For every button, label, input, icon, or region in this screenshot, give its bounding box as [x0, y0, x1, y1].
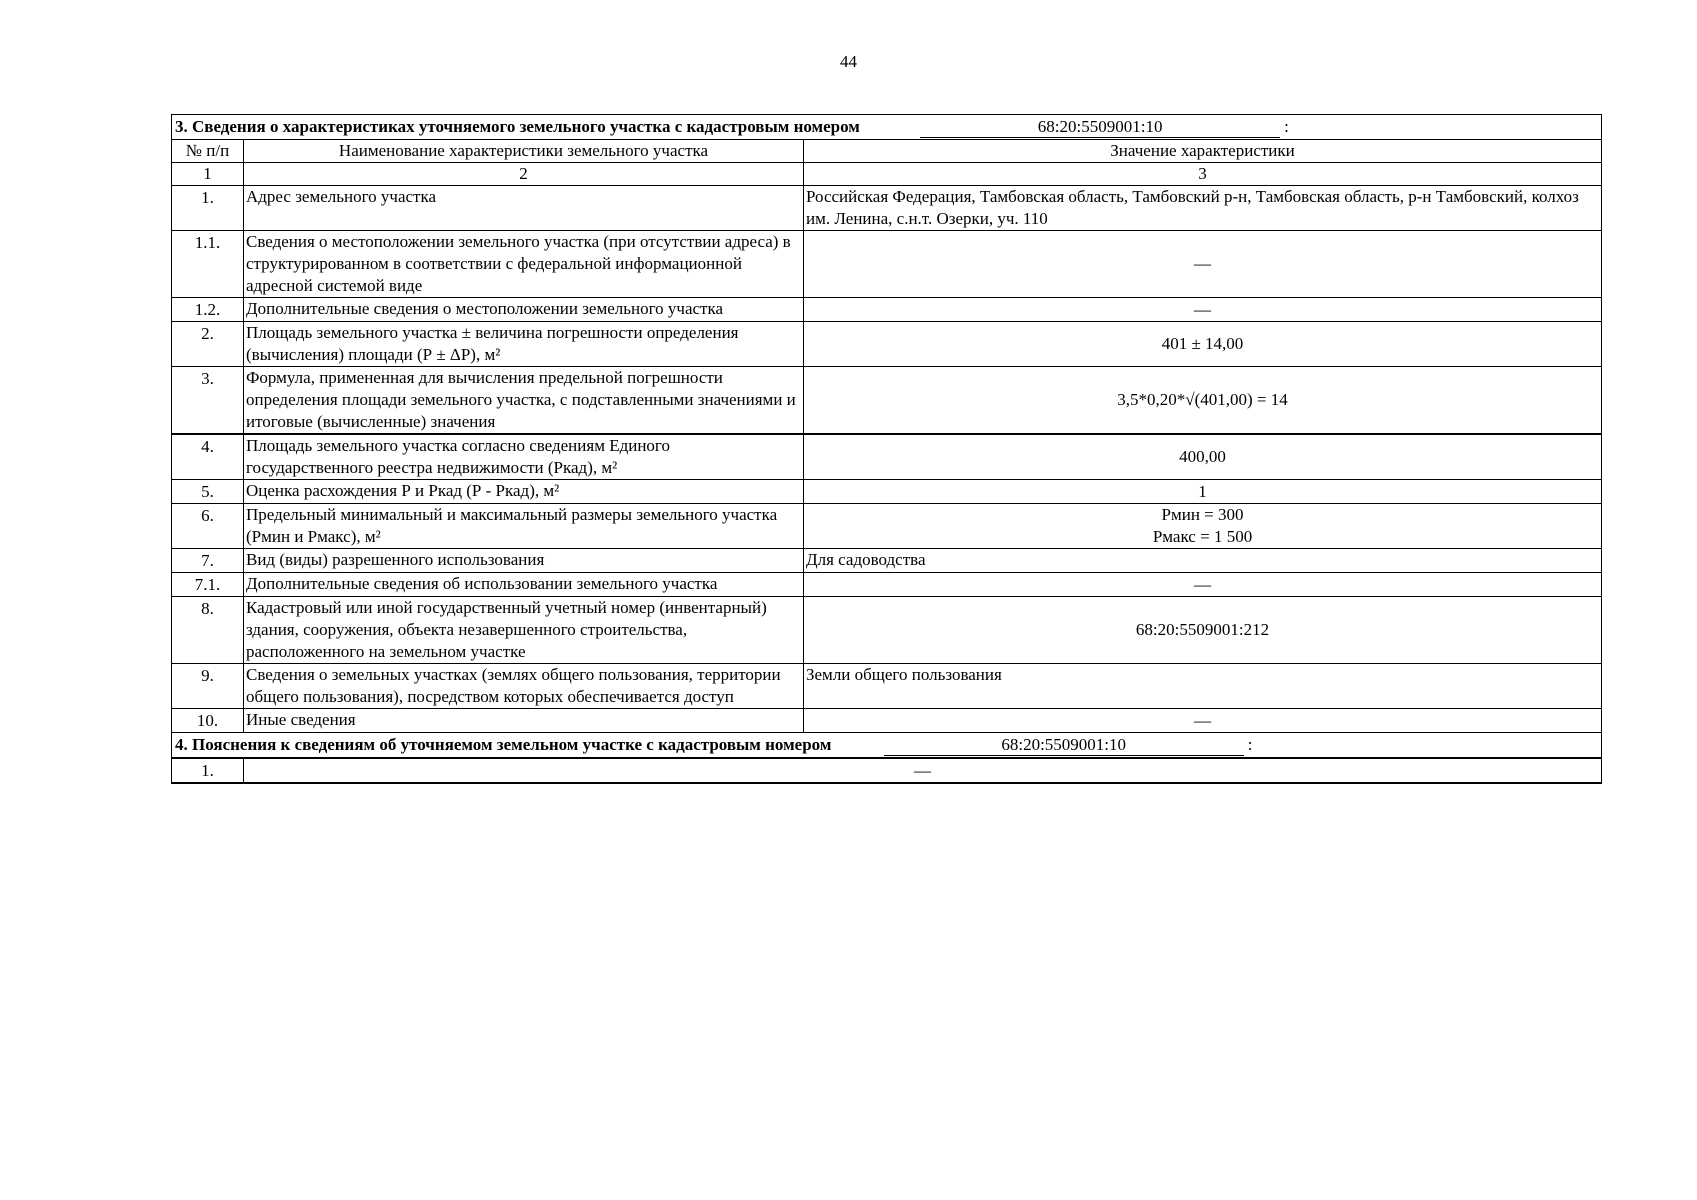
row-value: Российская Федерация, Тамбовская область, Тамбовский р-н, Тамбовская область, р-н Тамбовский, колхоз им. Ленина, с.н.т. Озерки, уч. 110: [804, 186, 1602, 231]
row-name: Оценка расхождения Р и Ркад (Р - Ркад), м²: [244, 480, 804, 504]
section3-colon: :: [1284, 117, 1289, 136]
table-row: [172, 231, 1602, 298]
cadastral-table: [171, 114, 1602, 784]
header-number-3: 3: [804, 163, 1602, 186]
row-number: 1.: [172, 186, 244, 231]
row-number: 7.1.: [172, 573, 244, 597]
row-name: Дополнительные сведения об использовании земельного участка: [244, 573, 804, 597]
table-row: [172, 709, 1602, 733]
table-row: [172, 549, 1602, 573]
row-name: Иные сведения: [244, 709, 804, 733]
row-number: 6.: [172, 504, 244, 549]
page-number: 44: [840, 52, 857, 71]
table-row: [172, 664, 1602, 709]
section4-colon: :: [1247, 735, 1253, 754]
row-value: 1: [804, 480, 1602, 504]
row-value: —: [804, 573, 1602, 597]
table-row: [172, 573, 1602, 597]
section4-title-row: [172, 733, 1602, 759]
row-value-max: Рмакс = 1 500: [1152, 527, 1253, 546]
table-header-row: [172, 140, 1602, 163]
row-number: 3.: [172, 367, 244, 435]
row-name: Предельный минимальный и максимальный размеры земельного участка (Рмин и Рмакс), м²: [244, 504, 804, 549]
table-row: [172, 758, 1602, 783]
row-number: 1.: [172, 758, 244, 783]
section3-title-row: [172, 115, 1602, 140]
row-value-min: Рмин = 300: [1161, 505, 1244, 524]
table-row: [172, 186, 1602, 231]
row-number: 10.: [172, 709, 244, 733]
row-number: 2.: [172, 322, 244, 367]
row-number: 1.1.: [172, 231, 244, 298]
row-value: —: [804, 298, 1602, 322]
row-number: 5.: [172, 480, 244, 504]
header-number-2: 2: [244, 163, 804, 186]
row-name: Площадь земельного участка ± величина погрешности определения (вычисления) площади (Р ± ΔР), м²: [244, 322, 804, 367]
row-number: 1.2.: [172, 298, 244, 322]
row-value: 401 ± 14,00: [804, 322, 1602, 367]
row-name: Адрес земельного участка: [244, 186, 804, 231]
row-number: 9.: [172, 664, 244, 709]
row-name: Сведения о местоположении земельного участка (при отсутствии адреса) в структурированном в соответствии с федеральной информационной адресной системой виде: [244, 231, 804, 298]
table-row: [172, 434, 1602, 480]
row-number: 8.: [172, 597, 244, 664]
row-name: Сведения о земельных участках (землях общего пользования, территории общего пользования), посредством которых обеспечивается доступ: [244, 664, 804, 709]
row-value: —: [244, 758, 1602, 783]
table-row: [172, 504, 1602, 549]
header-number-1: 1: [172, 163, 244, 186]
header-col-name: Наименование характеристики земельного участка: [244, 140, 804, 163]
section3-title: 3. Сведения о характеристиках уточняемого земельного участка с кадастровым номером: [175, 117, 860, 136]
table-row: [172, 597, 1602, 664]
table-header-numbers-row: [172, 163, 1602, 186]
row-value: [804, 504, 1602, 549]
row-value: Для садоводства: [804, 549, 1602, 573]
header-col-value: Значение характеристики: [804, 140, 1602, 163]
row-name: Дополнительные сведения о местоположении земельного участка: [244, 298, 804, 322]
table-row: [172, 480, 1602, 504]
row-name: Площадь земельного участка согласно сведениям Единого государственного реестра недвижимости (Ркад), м²: [244, 434, 804, 480]
table-row: [172, 298, 1602, 322]
row-name: Формула, примененная для вычисления предельной погрешности определения площади земельного участка, с подставленными значениями и итоговые (вычисленные) значения: [244, 367, 804, 435]
row-value: 400,00: [804, 434, 1602, 480]
table-row: [172, 322, 1602, 367]
section4-cadastral-number: 68:20:5509001:10: [884, 735, 1244, 756]
row-name: Кадастровый или иной государственный учетный номер (инвентарный) здания, сооружения, объекта незавершенного строительства, расположенного на земельном участке: [244, 597, 804, 664]
row-value: Земли общего пользования: [804, 664, 1602, 709]
section3-cadastral-number: 68:20:5509001:10: [920, 117, 1280, 138]
row-number: 4.: [172, 434, 244, 480]
row-value: —: [804, 709, 1602, 733]
row-value: 68:20:5509001:212: [804, 597, 1602, 664]
header-col-number: № п/п: [172, 140, 244, 163]
row-value: 3,5*0,20*√(401,00) = 14: [804, 367, 1602, 435]
section4-title-cell: [172, 733, 1602, 759]
row-name: Вид (виды) разрешенного использования: [244, 549, 804, 573]
table-row: [172, 367, 1602, 435]
row-number: 7.: [172, 549, 244, 573]
section3-title-cell: [172, 115, 1602, 140]
section4-title: 4. Пояснения к сведениям об уточняемом земельном участке с кадастровым номером: [175, 735, 832, 754]
row-value: —: [804, 231, 1602, 298]
